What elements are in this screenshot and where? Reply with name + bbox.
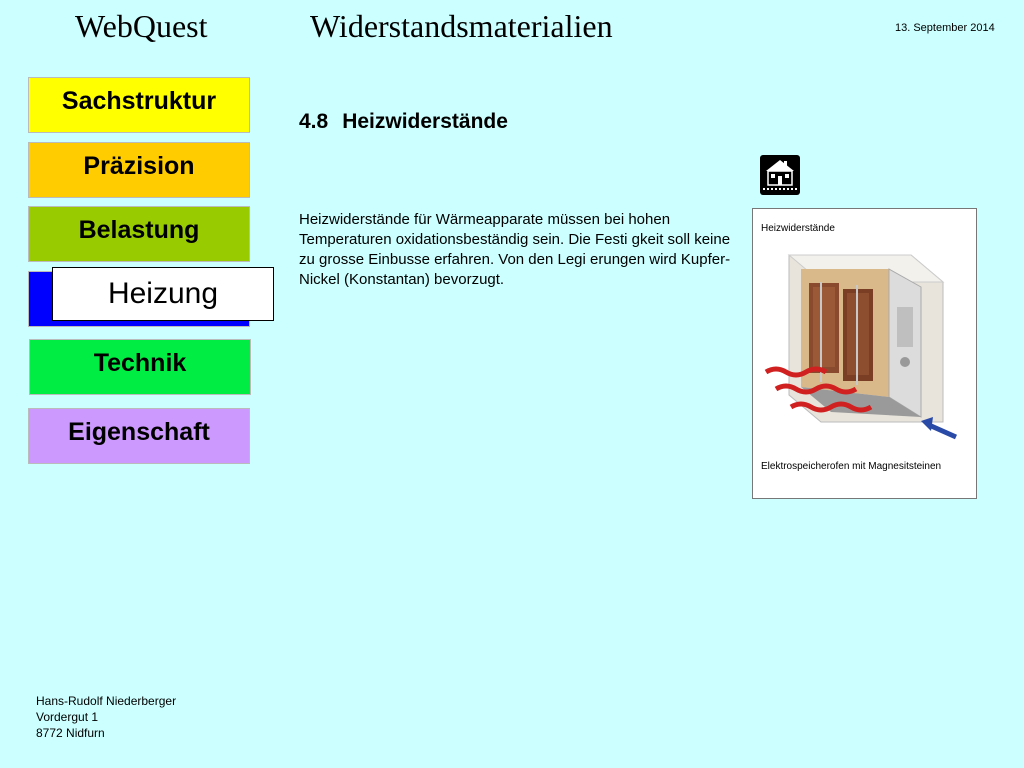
section-title: Heizwiderstände xyxy=(342,110,508,133)
page-title: Widerstandsmaterialien xyxy=(310,8,613,44)
author-street: Vordergut 1 xyxy=(36,710,99,724)
nav-belastung-button[interactable]: Belastung xyxy=(28,206,250,262)
webquest-title: WebQuest xyxy=(75,8,208,44)
figure-caption: Elektrospeicherofen mit Magnesitsteinen xyxy=(761,461,942,472)
nav-heizung-button[interactable]: Heizung xyxy=(52,267,274,321)
home-icon[interactable] xyxy=(760,155,800,195)
section-heading xyxy=(299,110,508,134)
date-label: 13. September 2014 xyxy=(895,22,995,34)
author-city: 8772 Nidfurn xyxy=(36,726,105,740)
body-paragraph: Heizwiderstände für Wärmeapparate müssen bei hohen Temperaturen oxidationsbeständig sein. Die Festi gkeit soll keine zu grosse Einbusse erfahren. Von den Legi erungen wird Kupfer-Nickel (Konstantan) bevorzugt. xyxy=(299,211,731,288)
nav-praezision-button[interactable]: Präzision xyxy=(28,142,250,198)
author-name: Hans-Rudolf Niederberger xyxy=(36,694,177,708)
nav-sachstruktur-button[interactable]: Sachstruktur xyxy=(28,77,250,133)
nav-eigenschaft-button[interactable]: Eigenschaft xyxy=(28,408,250,464)
figure-title: Heizwiderstände xyxy=(761,223,835,234)
storage-heater-illustration xyxy=(761,247,958,443)
nav-technik-button[interactable]: Technik xyxy=(29,339,251,395)
figure-panel xyxy=(752,208,977,499)
section-number: 4.8 xyxy=(299,110,329,133)
footer-address xyxy=(36,693,176,741)
